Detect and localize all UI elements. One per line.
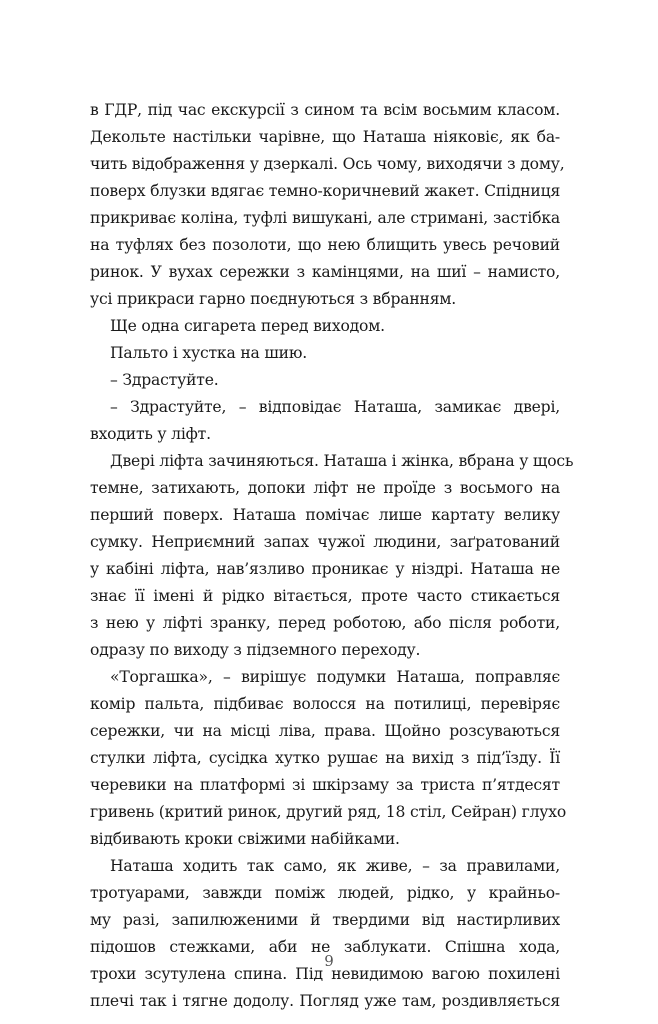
- text-line: – Здрастуйте.: [110, 371, 219, 389]
- text-line: поверх блузки вдягає темно-коричневий жакет. Спідниця: [90, 182, 561, 200]
- text-line: усі прикраси гарно поєднуються з вбранням.: [90, 290, 457, 308]
- text-line: чить відображення у дзеркалі. Ось чому, виходячи з дому,: [90, 155, 565, 173]
- text-line: у кабіні ліфта, нав’язливо проникає у ніздрі. Наташа не: [90, 560, 560, 578]
- text-line: трохи зсутулена спина. Під невидимою вагою похилені: [90, 965, 560, 983]
- text-line: сережки, чи на місці ліва, права. Щойно розсуваються: [90, 722, 560, 740]
- text-line: Декольте настільки чарівне, що Наташа ніяковіє, як ба-: [90, 128, 560, 146]
- text-line: сумку. Неприємний запах чужої людини, заґратований: [90, 533, 560, 551]
- text-line: входить у ліфт.: [90, 425, 211, 443]
- text-line: підошов стежками, аби не заблукати. Спішна хода,: [90, 938, 560, 956]
- text-line: з нею у ліфті зранку, перед роботою, або після роботи,: [90, 614, 560, 632]
- text-line: Ще одна сигарета перед виходом.: [110, 317, 385, 335]
- text-line: відбивають кроки свіжими набійками.: [90, 830, 400, 848]
- text-line: «Торгашка», – вирішує подумки Наташа, поправляє: [110, 668, 560, 686]
- text-line: плечі так і тягне додолу. Погляд уже там, роздивляється: [90, 992, 560, 1010]
- text-line: прикриває коліна, туфлі вишукані, але стримані, застібка: [90, 209, 560, 227]
- text-line: гривень (критий ринок, другий ряд, 18 стіл, Сейран) глухо: [90, 803, 567, 821]
- text-line: перший поверх. Наташа помічає лише картату велику: [90, 506, 560, 524]
- text-line: темне, затихають, допоки ліфт не проїде з восьмого на: [90, 479, 560, 497]
- text-line: знає її імені й рідко вітається, проте часто стикається: [90, 587, 560, 605]
- text-line: Пальто і хустка на шию.: [110, 344, 308, 362]
- text-line: Наташа ходить так само, як живе, – за правилами,: [110, 857, 560, 875]
- page-number: 9: [324, 952, 334, 970]
- text-line: черевики на платформі зі шкірзаму за триста п’ятдесят: [90, 776, 560, 794]
- text-line: му разі, запилюженими й твердими від настирливих: [90, 911, 560, 929]
- text-line: тротуарами, завжди поміж людей, рідко, у крайньо-: [90, 884, 560, 902]
- book-page-text: [90, 97, 574, 1015]
- text-line: стулки ліфта, сусідка хутко рушає на вихід з під’їзду. Її: [90, 749, 560, 767]
- text-line: комір пальта, підбиває волосся на потилиці, перевіряє: [90, 695, 560, 713]
- text-line: ринок. У вухах сережки з камінцями, на шиї – намисто,: [90, 263, 560, 281]
- text-line: одразу по виходу з підземного переходу.: [90, 641, 421, 659]
- text-line: на туфлях без позолоти, що нею блищить увесь речовий: [90, 236, 560, 254]
- text-line: – Здрастуйте, – відповідає Наташа, замикає двері,: [110, 398, 560, 416]
- text-line: Двері ліфта зачиняються. Наташа і жінка, вбрана у щось: [110, 452, 574, 470]
- text-line: в ГДР, під час екскурсії з сином та всім восьмим класом.: [90, 101, 560, 119]
